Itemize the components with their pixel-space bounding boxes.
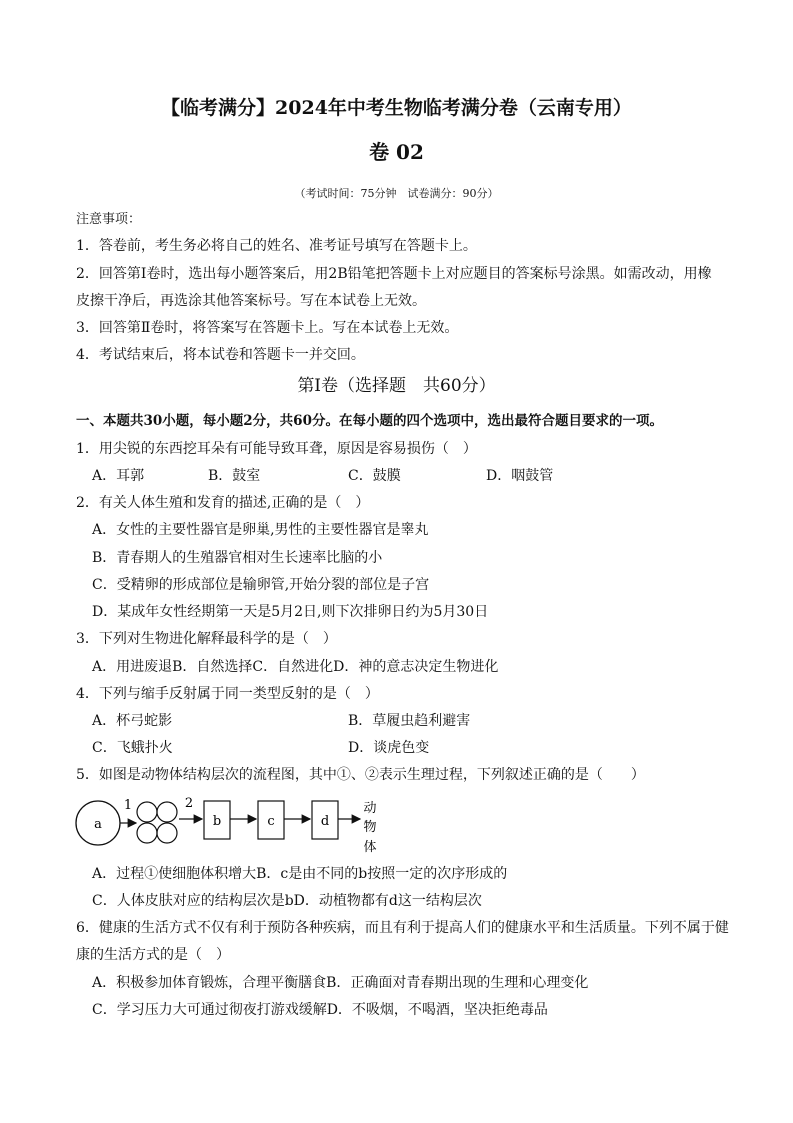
structure-level-diagram [70,795,400,860]
section-instruction: 一、本题共30小题，每小题2分，共60分。在每小题的四个选项中，选出最符合题目要求的一项。 [76,413,663,429]
question-2-option-d[interactable]: D．某成年女性经期第一天是5月2日,则下次排卵日约为5月30日 [92,604,489,620]
question-4-option-d[interactable]: D．谈虎色变 [348,740,430,756]
question-5-options-cd[interactable]: C．人体皮肤对应的结构层次是bD．动植物都有d这一结构层次 [92,893,482,909]
note-item: 皮擦干净后，再选涂其他答案标号。写在本试卷上无效。 [76,293,426,309]
cell-group-circle [137,823,157,843]
animal-label-1: 动 [363,801,377,816]
question-4-option-b[interactable]: B．草履虫趋利避害 [348,713,471,729]
page-subtitle: 卷 02 [369,140,424,164]
arrow-2-label: 2 [184,796,194,811]
animal-label-2: 物 [363,820,377,835]
question-2-option-c[interactable]: C．受精卵的形成部位是输卵管,开始分裂的部位是子宫 [92,577,430,593]
circle-label-a: a [94,817,102,832]
cell-group-circle [157,802,177,822]
question-3-stem: 3．下列对生物进化解释最科学的是（ ） [76,631,337,647]
cell-group-circle [157,823,177,843]
question-6-options-ab[interactable]: A．积极参加体育锻炼，合理平衡膳食B．正确面对青春期出现的生理和心理变化 [92,975,589,991]
question-3-options[interactable]: A．用进废退B．自然选择C．自然进化D．神的意志决定生物进化 [92,659,499,675]
section-title: 第Ⅰ卷（选择题 共60分） [297,376,496,396]
note-item: 3．回答第Ⅱ卷时，将答案写在答题卡上。写在本试卷上无效。 [76,320,459,336]
question-5-stem: 5．如图是动物体结构层次的流程图，其中①、②表示生理过程，下列叙述正确的是（ ） [76,767,645,783]
question-4-option-c[interactable]: C．飞蛾扑火 [92,740,173,756]
question-5-options-ab[interactable]: A．过程①使细胞体积增大B．c是由不同的b按照一定的次序形成的 [92,866,508,882]
question-6-options-cd[interactable]: C．学习压力大可通过彻夜打游戏缓解D．不吸烟，不喝酒，坚决拒绝毒品 [92,1002,548,1018]
note-item: 4．考试结束后，将本试卷和答题卡一并交回。 [76,347,365,363]
page-title: 【临考满分】2024年中考生物临考满分卷（云南专用） [161,97,632,119]
question-1-option-b[interactable]: B．鼓室 [208,468,261,484]
question-1-option-a[interactable]: A．耳郭 [92,468,145,484]
box-d-label: d [320,814,330,829]
note-item: 2．回答第Ⅰ卷时，选出每小题答案后，用2B铅笔把答题卡上对应题目的答案标号涂黑。如需改动，用橡 [76,266,712,282]
question-1-option-d[interactable]: D．咽鼓管 [486,468,554,484]
question-2-option-b[interactable]: B．青春期人的生殖器官相对生长速率比脑的小 [92,550,383,566]
note-item: 1．答卷前，考生务必将自己的姓名、准考证号填写在答题卡上。 [76,238,477,254]
question-1-option-c[interactable]: C．鼓膜 [348,468,401,484]
question-2-option-a[interactable]: A．女性的主要性器官是卵巢,男性的主要性器官是睾丸 [92,522,429,538]
animal-label-3: 体 [363,840,377,855]
question-1-stem: 1．用尖锐的东西挖耳朵有可能导致耳聋，原因是容易损伤（ ） [76,441,477,457]
question-2-stem: 2．有关人体生殖和发育的描述,正确的是（ ） [76,495,370,511]
question-4-stem: 4．下列与缩手反射属于同一类型反射的是（ ） [76,686,379,702]
box-b-label: b [212,814,222,829]
exam-info: （考试时间：75分钟 试卷满分：90分） [294,187,499,200]
cell-group-circle [137,802,157,822]
question-6-stem: 6．健康的生活方式不仅有利于预防各种疾病，而且有利于提高人们的健康水平和生活质量。下列不属于健 [76,920,729,936]
box-c-label: c [267,814,275,829]
question-6-stem-cont: 康的生活方式的是（ ） [76,947,230,963]
notes-heading: 注意事项： [76,212,142,227]
question-4-option-a[interactable]: A．杯弓蛇影 [92,713,173,729]
arrow-1-label: 1 [123,798,133,813]
